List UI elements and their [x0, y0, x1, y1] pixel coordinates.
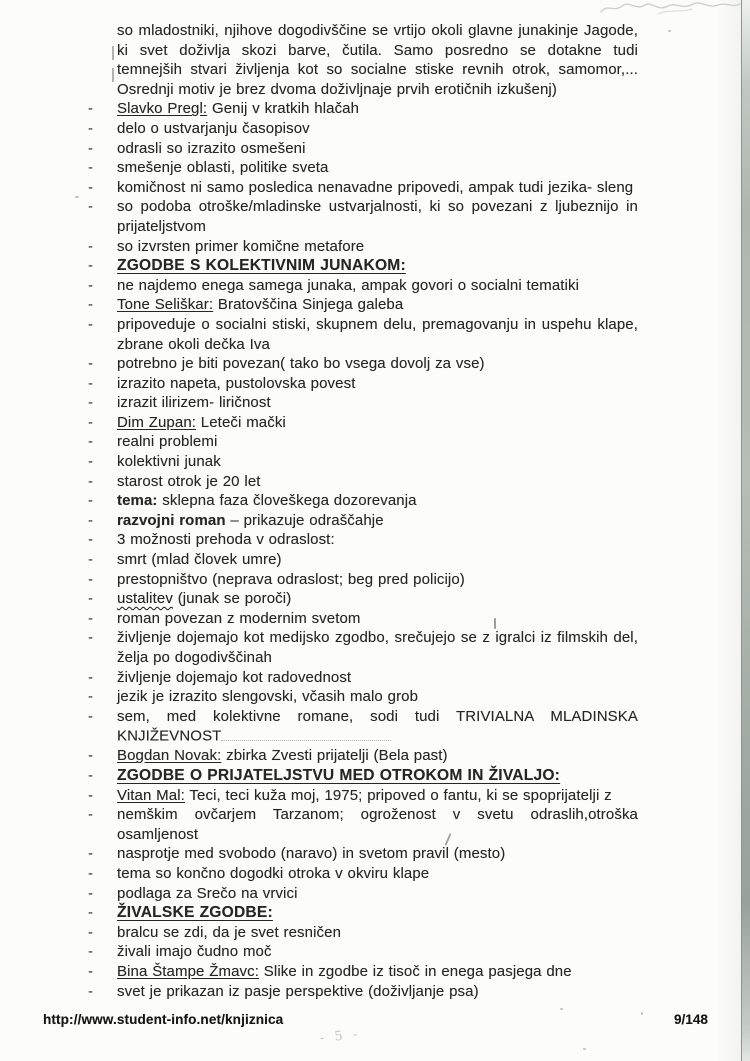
scan-artifact — [668, 30, 671, 32]
scan-artifact — [641, 1012, 643, 1015]
text-segment: zbirka Zvesti prijatelji (Bela past) — [221, 747, 448, 765]
list-item — [88, 786, 638, 806]
list-item-text — [117, 511, 638, 531]
list-item — [88, 178, 638, 198]
bullet-dash: - — [88, 159, 93, 177]
list-item-text — [117, 158, 638, 178]
list-item-text — [117, 295, 638, 315]
list-item-text — [117, 452, 638, 472]
text-segment: prestopništvo (neprava odraslost; beg pred policijo) — [117, 570, 465, 588]
bullet-dash: - — [88, 963, 93, 980]
list-item-text — [117, 570, 638, 590]
text-segment: Bratovščina Sinjega galeba — [213, 296, 404, 314]
list-item-text — [117, 628, 638, 667]
text-segment: Leteči mački — [196, 413, 286, 431]
list-item-text — [117, 354, 638, 374]
bullet-dash — [88, 21, 117, 99]
list-item — [88, 923, 638, 943]
list-item-text — [117, 746, 638, 766]
list-item-text — [117, 844, 638, 864]
scan-edge-strip — [741, 0, 750, 1061]
list-item-text — [117, 119, 638, 139]
list-item-text — [117, 432, 638, 452]
list-item — [88, 530, 638, 550]
list-item-text — [117, 197, 638, 236]
text-segment: izrazito napeta, pustolovska povest — [117, 374, 356, 392]
text-segment: realni problemi — [117, 433, 218, 451]
list-item-text — [117, 786, 638, 806]
text-segment: jezik je izrazito slengovski, včasih malo grob — [117, 688, 419, 706]
text-segment: tema: — [117, 492, 158, 510]
text-segment: kolektivni junak — [117, 453, 221, 471]
list-item — [88, 139, 638, 159]
list-item — [88, 119, 638, 139]
text-segment: nasprotje med svobodo (naravo) in svetom pravil (mesto) — [117, 845, 506, 863]
text-segment: pripoveduje o socialni stiski, skupnem delu, premagovanju in uspehu klape, zbrane okoli dečka Iva — [117, 315, 638, 353]
pencil-page-number: - 5 - — [319, 1026, 362, 1047]
list-item-text — [117, 864, 638, 884]
bullet-dash: - — [88, 453, 93, 471]
list-item-text — [117, 550, 638, 570]
text-segment: odrasli so izrazito osmešeni — [117, 139, 306, 157]
bullet-dash: - — [88, 884, 93, 902]
list-item — [88, 158, 638, 178]
bullet-dash: - — [88, 943, 93, 961]
list-item-text — [117, 903, 638, 923]
list-item-text — [117, 884, 638, 904]
text-segment: Slike in zgodbe iz tisoč in enega pasjega dne — [259, 963, 572, 980]
body-text — [88, 21, 638, 1001]
text-segment: svet je prikazan iz pasje perspektive (doživljanje psa) — [117, 982, 479, 1000]
text-segment: bralcu se zdi, da je svet resničen — [117, 923, 342, 941]
bullet-dash: - — [88, 747, 93, 765]
bullet-dash: - — [88, 198, 93, 216]
text-segment: so mladostniki, njihove dogodivščine se vrtijo okoli glavne junakinje Jagode, ki svet doživlja skozi barve, čutila. Samo posredno se dotakne tudi temnejših stvari življenja kot so socialne stiske revnih otrok, samomor,... Osrednji motiv je brez dvoma doživljnaje prvih erotičnih izkušenj) — [117, 22, 638, 98]
list-item-text — [117, 374, 638, 394]
text-segment: tema so končno dogodki otroka v okviru klape — [117, 865, 430, 883]
list-item — [88, 628, 638, 667]
list-item — [88, 589, 638, 609]
text-segment: živali imajo čudno moč — [117, 943, 272, 961]
text-segment: ŽIVALSKE ZGODBE: — [117, 904, 273, 922]
text-segment: izrazit ilirizem- liričnost — [117, 394, 271, 412]
list-item — [88, 942, 638, 962]
list-item-text — [117, 21, 638, 99]
bullet-dash: - — [88, 355, 93, 373]
text-segment: podlaga za Srečo na vrvici — [117, 884, 298, 902]
bullet-dash: - — [88, 119, 93, 137]
text-segment: delo o ustvarjanju časopisov — [117, 119, 310, 137]
list-item-text — [117, 99, 638, 119]
list-item — [88, 844, 638, 864]
scan-artifact — [560, 1008, 563, 1010]
bullet-dash: - — [88, 904, 93, 922]
list-item — [88, 237, 638, 257]
footer-url: http://www.student-info.net/knjiznica — [43, 1012, 284, 1027]
text-segment: starost otrok je 20 let — [117, 472, 261, 490]
list-item — [88, 491, 638, 511]
bullet-dash: - — [88, 923, 93, 941]
bullet-dash: - — [88, 982, 93, 1000]
bullet-dash: - — [88, 609, 93, 627]
bullet-dash: - — [88, 433, 93, 451]
list-item-text — [117, 237, 638, 257]
list-item-text — [117, 962, 638, 982]
scan-artifact — [112, 46, 114, 60]
text-segment: ustalitev — [117, 590, 173, 608]
bullet-dash: - — [88, 629, 93, 647]
text-segment: sem, med kolektivne romane, sodi tudi TRIVIALNA MLADINSKA KNJIŽEVNOST — [117, 707, 638, 745]
list-item — [88, 472, 638, 492]
text-segment: Dim Zupan: — [117, 413, 197, 431]
bullet-dash: - — [88, 315, 93, 333]
text-segment — [221, 726, 391, 741]
bullet-dash: - — [88, 668, 93, 686]
list-item-text — [117, 609, 638, 629]
list-item — [88, 982, 638, 1002]
list-item-text — [117, 178, 638, 198]
bullet-dash: - — [88, 100, 93, 118]
bullet-dash: - — [88, 413, 93, 431]
list-item — [88, 99, 638, 119]
text-segment: ZGODBE O PRIJATELJSTVU MED OTROKOM IN ŽIVALJO: — [117, 767, 561, 785]
handwriting-artifact — [598, 0, 743, 16]
list-item — [88, 374, 638, 394]
list-item-text — [117, 256, 638, 276]
list-item — [88, 746, 638, 766]
list-item — [88, 864, 638, 884]
text-segment: Tone Seliškar: — [117, 296, 214, 314]
list-item — [88, 197, 638, 236]
bullet-dash: - — [88, 492, 93, 510]
page-indicator: 9/148 — [673, 1012, 708, 1027]
list-item-text — [117, 687, 638, 707]
text-segment: – prikazuje odraščahje — [225, 511, 384, 529]
list-item — [88, 903, 638, 923]
list-item — [88, 707, 638, 747]
list-item-text — [117, 668, 638, 688]
bullet-dash: - — [88, 590, 93, 608]
list-item — [88, 884, 638, 904]
list-item — [88, 432, 638, 452]
list-item — [88, 766, 638, 786]
text-segment: Teci, teci kuža moj, 1975; pripoved o fantu, ki se spoprijatelji z — [184, 786, 612, 804]
list-item-text — [117, 472, 638, 492]
text-segment: so izvrsten primer komične metafore — [117, 237, 365, 255]
list-item — [88, 687, 638, 707]
bullet-dash: - — [88, 845, 93, 863]
list-item-text — [117, 530, 638, 550]
text-segment: Vitan Mal: — [117, 786, 185, 804]
scan-artifact — [494, 618, 496, 629]
bullet-dash: - — [88, 531, 93, 549]
list-item — [88, 805, 638, 844]
text-segment: 3 možnosti prehoda v odraslost: — [117, 531, 335, 549]
list-item-text — [117, 982, 638, 1002]
bullet-dash: - — [88, 139, 93, 157]
text-segment: ne najdemo enega samega junaka, ampak govori o socialni tematiki — [117, 276, 579, 294]
list-item-text — [117, 589, 638, 609]
list-item — [88, 354, 638, 374]
text-segment: smrt (mlad človek umre) — [117, 551, 282, 569]
bullet-dash: - — [88, 472, 93, 490]
bullet-dash: - — [88, 296, 93, 314]
list-item — [88, 962, 638, 982]
scan-artifact — [583, 1048, 586, 1050]
text-segment: sklepna faza človeškega dozorevanja — [157, 492, 417, 510]
bullet-dash: - — [88, 257, 93, 275]
bullet-dash: - — [88, 374, 93, 392]
bullet-dash: - — [88, 237, 93, 255]
text-segment: razvojni roman — [117, 511, 226, 529]
scan-artifact — [75, 196, 79, 198]
bullet-dash: - — [88, 570, 93, 588]
text-segment: življenje dojemajo kot medijsko zgodbo, srečujejo se z igralci iz filmskih del, želja po dogodivščinah — [117, 629, 638, 666]
bullet-dash: - — [88, 394, 93, 412]
text-segment: ZGODBE S KOLEKTIVNIM JUNAKOM: — [117, 257, 406, 275]
list-item — [88, 413, 638, 433]
bullet-dash: - — [88, 178, 93, 196]
list-item-text — [117, 276, 638, 296]
list-item-text — [117, 139, 638, 159]
bullet-dash: - — [88, 551, 93, 569]
bullet-dash: - — [88, 688, 93, 706]
list-item — [88, 276, 638, 296]
list-item — [88, 393, 638, 413]
list-item-text — [117, 491, 638, 511]
list-item — [88, 550, 638, 570]
text-segment: roman povezan z modernim svetom — [117, 609, 361, 627]
bullet-dash: - — [88, 865, 93, 883]
list-item-text — [117, 766, 638, 786]
list-item-text — [117, 413, 638, 433]
list-item — [88, 668, 638, 688]
list-item — [88, 256, 638, 276]
text-segment: nemškim ovčarjem Tarzanom; ogroženost v svetu odraslih,otroška osamljenost — [117, 806, 638, 843]
list-item — [88, 315, 638, 354]
text-segment: smešenje oblasti, politike sveta — [117, 159, 329, 177]
text-segment: življenje dojemajo kot radovednost — [117, 668, 352, 686]
bullet-dash: - — [88, 767, 93, 785]
text-segment: Bogdan Novak: — [117, 747, 222, 765]
list-item-text — [117, 805, 638, 844]
paragraph — [88, 21, 638, 99]
bullet-dash: - — [88, 511, 93, 529]
text-segment: Bina Štampe Žmavc: — [117, 963, 260, 980]
list-item — [88, 452, 638, 472]
list-item-text — [117, 315, 638, 354]
bullet-dash: - — [88, 276, 93, 294]
text-segment: so podoba otroške/mladinske ustvarjalnosti, ki so povezani z ljubeznijo in prijateljstvom — [117, 198, 638, 235]
list-item-text — [117, 393, 638, 413]
list-item — [88, 511, 638, 531]
list-item-text — [117, 923, 638, 943]
bullet-dash: - — [88, 806, 93, 824]
bullet-dash: - — [88, 786, 93, 804]
list-item-text — [117, 707, 638, 747]
text-segment: (junak se poroči) — [172, 590, 292, 608]
text-segment: Genij v kratkih hlačah — [207, 100, 360, 118]
text-segment: potrebno je biti povezan( tako bo vsega dovolj za vse) — [117, 355, 485, 373]
list-item — [88, 570, 638, 590]
text-segment: Slavko Pregl: — [117, 100, 208, 118]
list-item — [88, 295, 638, 315]
list-item — [88, 609, 638, 629]
list-item-text — [117, 942, 638, 962]
scan-artifact — [112, 68, 114, 82]
text-segment: komičnost ni samo posledica nenavadne pripovedi, ampak tudi jezika- sleng — [117, 178, 634, 196]
bullet-dash: - — [88, 707, 93, 725]
